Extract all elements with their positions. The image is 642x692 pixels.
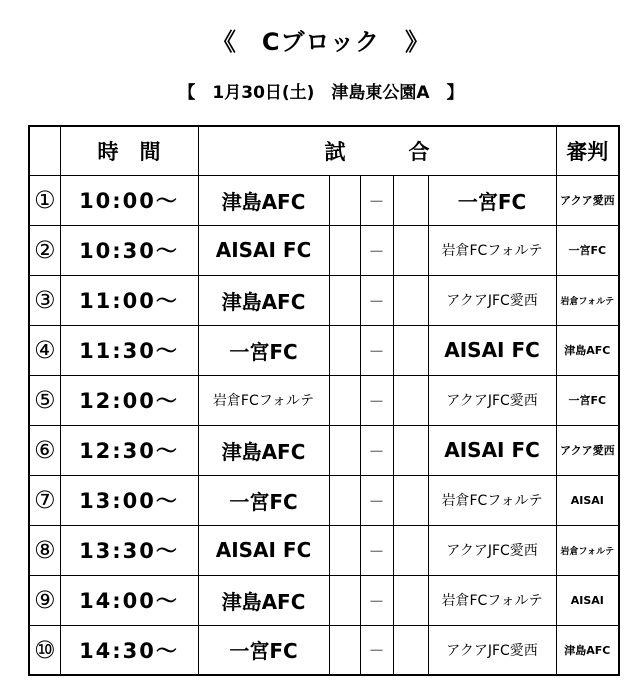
away-score xyxy=(393,475,428,525)
home-team: 一宮FC xyxy=(198,475,329,525)
home-score xyxy=(329,475,360,525)
separator: － xyxy=(360,525,393,575)
referee: AISAI xyxy=(556,575,619,625)
match-number: ① xyxy=(29,175,60,225)
referee: 岩倉フォルテ xyxy=(556,525,619,575)
away-score xyxy=(393,425,428,475)
kickoff-time: 11:30～ xyxy=(60,325,198,375)
match-number: ④ xyxy=(29,325,60,375)
date-venue: 【 1月30日(土) 津島東公園A 】 xyxy=(178,83,464,103)
referee: 岩倉フォルテ xyxy=(556,275,619,325)
table-row xyxy=(29,575,619,625)
home-team: AISAI FC xyxy=(198,525,329,575)
kickoff-time: 12:30～ xyxy=(60,425,198,475)
table-row xyxy=(29,525,619,575)
match-number: ⑤ xyxy=(29,375,60,425)
away-score xyxy=(393,375,428,425)
referee: 一宮FC xyxy=(556,375,619,425)
away-score xyxy=(393,625,428,675)
away-team: アクアJFC愛西 xyxy=(428,375,556,425)
away-score xyxy=(393,275,428,325)
table-row xyxy=(29,325,619,375)
separator: － xyxy=(360,425,393,475)
away-team: 岩倉FCフォルテ xyxy=(428,475,556,525)
away-score xyxy=(393,225,428,275)
away-team: 一宮FC xyxy=(428,175,556,225)
kickoff-time: 13:00～ xyxy=(60,475,198,525)
kickoff-time: 12:00～ xyxy=(60,375,198,425)
home-team: 岩倉FCフォルテ xyxy=(198,375,329,425)
referee: アクア愛西 xyxy=(556,175,619,225)
separator: － xyxy=(360,325,393,375)
separator: － xyxy=(360,575,393,625)
home-team: 津島AFC xyxy=(198,425,329,475)
home-team: 一宮FC xyxy=(198,625,329,675)
table-row xyxy=(29,175,619,225)
page-title: 《 Cブロック 》 xyxy=(211,28,431,56)
home-team: 津島AFC xyxy=(198,175,329,225)
separator: － xyxy=(360,475,393,525)
schedule-table xyxy=(28,125,620,676)
home-score xyxy=(329,625,360,675)
separator: － xyxy=(360,225,393,275)
separator: － xyxy=(360,175,393,225)
home-score xyxy=(329,525,360,575)
col-match-header: 試 合 xyxy=(198,126,556,175)
home-score xyxy=(329,575,360,625)
table-row xyxy=(29,425,619,475)
home-score xyxy=(329,225,360,275)
referee: AISAI xyxy=(556,475,619,525)
match-number: ⑦ xyxy=(29,475,60,525)
referee: 一宮FC xyxy=(556,225,619,275)
match-number: ② xyxy=(29,225,60,275)
table-row xyxy=(29,625,619,675)
home-score xyxy=(329,275,360,325)
away-score xyxy=(393,525,428,575)
kickoff-time: 10:00～ xyxy=(60,175,198,225)
kickoff-time: 11:00～ xyxy=(60,275,198,325)
referee: 津島AFC xyxy=(556,625,619,675)
match-number: ③ xyxy=(29,275,60,325)
header-row xyxy=(29,126,619,175)
away-score xyxy=(393,175,428,225)
referee: アクア愛西 xyxy=(556,425,619,475)
away-team: 岩倉FCフォルテ xyxy=(428,225,556,275)
away-team: AISAI FC xyxy=(428,325,556,375)
match-number: ⑥ xyxy=(29,425,60,475)
kickoff-time: 14:30～ xyxy=(60,625,198,675)
home-score xyxy=(329,425,360,475)
home-team: 一宮FC xyxy=(198,325,329,375)
match-number: ⑨ xyxy=(29,575,60,625)
referee: 津島AFC xyxy=(556,325,619,375)
kickoff-time: 14:00～ xyxy=(60,575,198,625)
away-team: アクアJFC愛西 xyxy=(428,525,556,575)
col-number-header xyxy=(29,126,60,175)
home-score xyxy=(329,325,360,375)
match-number: ⑩ xyxy=(29,625,60,675)
table-row xyxy=(29,225,619,275)
col-referee-header: 審判 xyxy=(556,126,619,175)
separator: － xyxy=(360,375,393,425)
away-score xyxy=(393,325,428,375)
home-score xyxy=(329,175,360,225)
away-team: アクアJFC愛西 xyxy=(428,625,556,675)
home-score xyxy=(329,375,360,425)
separator: － xyxy=(360,625,393,675)
col-time-header: 時 間 xyxy=(60,126,198,175)
home-team: AISAI FC xyxy=(198,225,329,275)
kickoff-time: 10:30～ xyxy=(60,225,198,275)
away-team: 岩倉FCフォルテ xyxy=(428,575,556,625)
away-score xyxy=(393,575,428,625)
kickoff-time: 13:30～ xyxy=(60,525,198,575)
table-row xyxy=(29,375,619,425)
home-team: 津島AFC xyxy=(198,575,329,625)
home-team: 津島AFC xyxy=(198,275,329,325)
table-row xyxy=(29,275,619,325)
separator: － xyxy=(360,275,393,325)
away-team: アクアJFC愛西 xyxy=(428,275,556,325)
match-number: ⑧ xyxy=(29,525,60,575)
away-team: AISAI FC xyxy=(428,425,556,475)
table-row xyxy=(29,475,619,525)
